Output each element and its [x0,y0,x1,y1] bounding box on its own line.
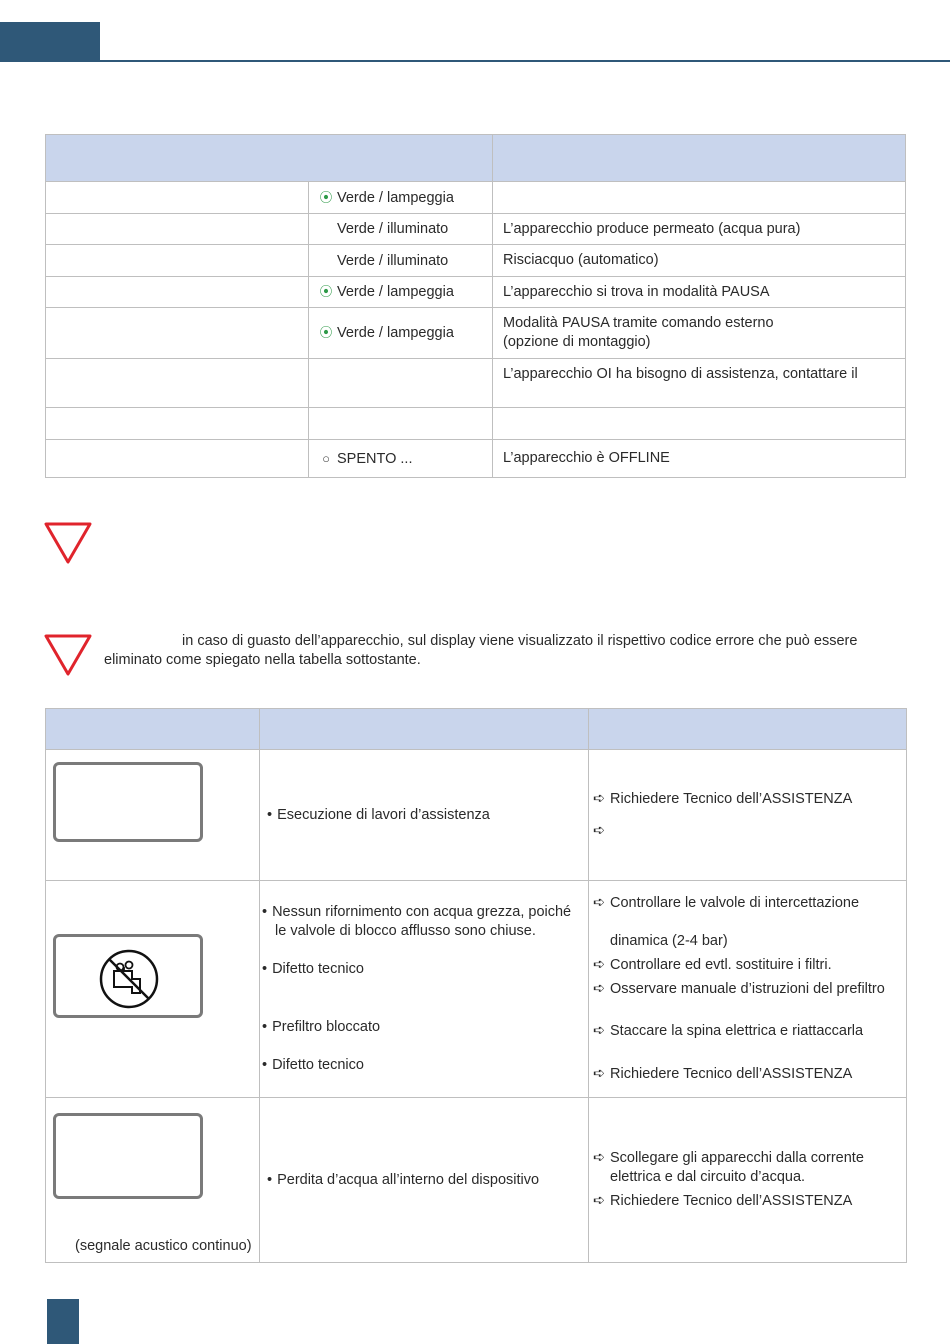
cause-item: • Difetto tecnico [262,961,364,977]
fix-cell [589,881,907,1098]
fix-item-cont: dinamica (2-4 bar) [610,933,728,949]
footer-page-tab [47,1299,79,1344]
led-cell [309,277,493,308]
table-cell [46,182,309,214]
table-cell [46,440,309,478]
cause-cell [260,1098,589,1263]
led-green-blinking-icon: ⦿ [319,189,333,205]
led-cell [309,408,493,440]
led-cell [309,182,493,214]
led-label: Verde / lampeggia [337,284,454,300]
table-row [46,440,906,478]
cause-item: • Prefiltro bloccato [262,1019,381,1035]
table-cell [46,359,309,408]
led-label: Verde / illuminato [337,221,449,237]
led-label: Verde / illuminato [337,252,449,269]
fix-item: ➪ Scollegare gli apparecchi dalla corrente [593,1150,864,1166]
warning-triangle-icon [44,634,92,678]
status-header-cell [46,135,493,182]
error-header-cell [589,709,907,750]
status-table-header [46,135,906,182]
fault-note-text: in caso di guasto dell’apparecchio, sul display viene visualizzato il rispettivo codice errore che può essere eliminato come spiegato nella tabella sottostante. [104,633,858,668]
no-water-supply-icon [98,949,160,1009]
fix-cell [589,750,907,881]
header-block [0,22,100,62]
cause-cell [260,750,589,881]
table-row [46,308,906,359]
arrow-icon: ➪ [593,981,606,997]
warning-triangle-icon [44,522,92,566]
meaning-cell: Risciacquo (automatico) [493,245,906,277]
cause-item: • Esecuzione di lavori d’assistenza [267,807,490,823]
status-header-cell [493,135,906,182]
cause-item: • Nessun rifornimento con acqua grezza, poiché [262,904,572,920]
table-row [46,1098,907,1263]
led-cell [309,214,493,245]
cause-item: • Difetto tecnico [262,1057,364,1073]
meaning-cell: L’apparecchio produce permeato (acqua pura) [493,214,906,245]
error-header-cell [260,709,589,750]
table-row [46,750,907,881]
error-header-cell [46,709,260,750]
fix-item [593,822,610,841]
status-table [45,134,906,478]
table-cell [46,277,309,308]
led-green-blinking-icon: ⦿ [319,325,333,340]
header-rule [100,60,950,62]
led-cell [309,359,493,408]
table-cell [46,214,309,245]
arrow-icon: ➪ [593,823,606,839]
meaning-cell: L’apparecchio si trova in modalità PAUSA [493,277,906,308]
fix-item: ➪ Controllare ed evtl. sostituire i filtri. [593,957,832,973]
table-cell [46,408,309,440]
display-cell [46,881,260,1098]
error-table-header [46,709,907,750]
table-row [46,277,906,308]
meaning-line: Modalità PAUSA tramite comando esterno [503,315,774,331]
led-off-icon: ○ [322,450,330,466]
meaning-cell: L’apparecchio è OFFLINE [493,440,906,478]
meaning-cell: L’apparecchio OI ha bisogno di assistenza, contattare il [493,359,906,408]
led-cell [309,245,493,277]
arrow-icon: ➪ [593,957,606,973]
display-frame [53,762,203,842]
meaning-cell [493,308,906,359]
arrow-icon: ➪ [593,1066,606,1082]
fix-item: ➪ Richiedere Tecnico dell’ASSISTENZA [593,1066,853,1082]
cause-item: • Perdita d’acqua all’interno del dispositivo [267,1172,540,1188]
fix-item: ➪ Staccare la spina elettrica e riattaccarla [593,1023,864,1039]
fix-item-cont: elettrica e dal circuito d’acqua. [610,1169,806,1185]
cause-cell [260,881,589,1098]
arrow-icon: ➪ [593,1193,606,1209]
display-frame [53,1113,203,1199]
error-table [45,708,907,1263]
led-cell [309,308,493,359]
arrow-icon: ➪ [593,1023,606,1039]
meaning-line: (opzione di montaggio) [503,334,651,350]
fix-item: ➪ Osservare manuale d’istruzioni del prefiltro [593,981,885,997]
display-cell [46,750,260,881]
table-row [46,182,906,214]
arrow-icon: ➪ [593,895,606,911]
led-label: Verde / lampeggia [337,189,454,206]
fix-item: ➪ Richiedere Tecnico dell’ASSISTENZA [593,1193,853,1209]
fix-item: ➪ Controllare le valvole di intercettazione [593,895,860,911]
table-cell [46,245,309,277]
led-label: SPENTO ... [337,450,413,467]
fix-cell [589,1098,907,1263]
led-label: Verde / lampeggia [337,325,454,341]
led-green-blinking-icon: ⦿ [319,284,333,299]
meaning-cell [493,182,906,214]
table-row [46,881,907,1098]
arrow-icon: ➪ [593,1150,606,1166]
display-frame [53,934,203,1018]
led-cell [309,440,493,478]
table-row [46,408,906,440]
cause-item-cont: le valvole di blocco afflusso sono chiuse. [275,923,536,939]
acoustic-signal-note: (segnale acustico continuo) [75,1238,252,1254]
meaning-cell [493,408,906,440]
table-row [46,214,906,245]
table-cell [46,308,309,359]
arrow-icon: ➪ [593,791,606,807]
fix-item: ➪ Richiedere Tecnico dell’ASSISTENZA [593,791,853,807]
table-row [46,245,906,277]
display-cell [46,1098,260,1263]
fault-note [104,632,894,670]
table-row [46,359,906,408]
